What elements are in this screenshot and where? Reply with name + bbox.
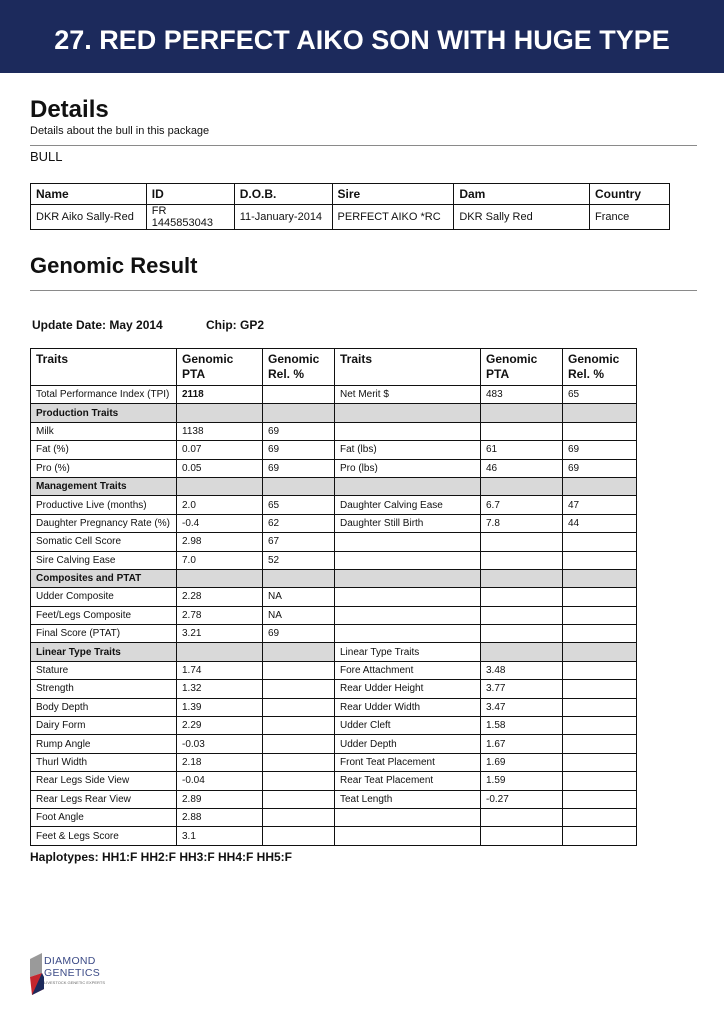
table-row: [31, 459, 637, 477]
section-row: [31, 404, 637, 422]
header-rel-left: Genomic Rel. %: [263, 349, 335, 386]
rel-right-cell: [563, 588, 637, 606]
pta-left-cell: -0.4: [177, 514, 263, 532]
table-row: [31, 441, 637, 459]
section-row: [31, 477, 637, 495]
header-rel-right: Genomic Rel. %: [563, 349, 637, 386]
pta-right-cell: [481, 404, 563, 422]
trait-left-cell: Total Performance Index (TPI): [31, 386, 177, 404]
trait-right-cell: [335, 588, 481, 606]
genomic-table-header: [31, 349, 637, 386]
pta-left-cell: 7.0: [177, 551, 263, 569]
trait-left-cell: Rump Angle: [31, 735, 177, 753]
rel-left-cell: [263, 808, 335, 826]
rel-left-cell: 67: [263, 533, 335, 551]
pta-right-cell: 7.8: [481, 514, 563, 532]
bull-dob: 11-January-2014: [234, 205, 332, 230]
trait-right-cell: Udder Depth: [335, 735, 481, 753]
trait-right-cell: [335, 533, 481, 551]
pta-right-cell: 1.69: [481, 753, 563, 771]
table-row: [31, 422, 637, 440]
pta-right-cell: [481, 477, 563, 495]
trait-right-cell: Fore Attachment: [335, 661, 481, 679]
trait-right-cell: Rear Teat Placement: [335, 772, 481, 790]
trait-left-cell: Body Depth: [31, 698, 177, 716]
rel-left-cell: [263, 680, 335, 698]
trait-left-cell: Final Score (PTAT): [31, 625, 177, 643]
trait-right-cell: [335, 827, 481, 845]
bull-header-name: Name: [31, 184, 147, 205]
trait-right-cell: [335, 569, 481, 587]
rel-right-cell: [563, 606, 637, 624]
pta-left-cell: 2.29: [177, 717, 263, 735]
pta-right-cell: [481, 569, 563, 587]
table-row: [31, 790, 637, 808]
rel-left-cell: [263, 772, 335, 790]
pta-right-cell: [481, 588, 563, 606]
bull-dam: DKR Sally Red: [454, 205, 590, 230]
rel-left-cell: [263, 477, 335, 495]
details-divider: [30, 145, 697, 146]
logo-tagline: LIVESTOCK GENETIC EXPERTS: [44, 980, 105, 985]
pta-right-cell: 1.67: [481, 735, 563, 753]
rel-right-cell: 47: [563, 496, 637, 514]
pta-right-cell: [481, 606, 563, 624]
bull-sire: PERFECT AIKO *RC: [332, 205, 454, 230]
pta-right-cell: [481, 827, 563, 845]
trait-left-cell: Strength: [31, 680, 177, 698]
logo-gray-facet: [30, 953, 42, 977]
rel-right-cell: [563, 533, 637, 551]
rel-left-cell: NA: [263, 606, 335, 624]
table-row: [31, 625, 637, 643]
trait-right-cell: [335, 551, 481, 569]
pta-left-cell: 2118: [177, 386, 263, 404]
rel-left-cell: 69: [263, 459, 335, 477]
rel-left-cell: 69: [263, 441, 335, 459]
rel-left-cell: [263, 790, 335, 808]
pta-left-cell: 1.74: [177, 661, 263, 679]
pta-left-cell: 1138: [177, 422, 263, 440]
trait-left-cell: Udder Composite: [31, 588, 177, 606]
trait-right-cell: Front Teat Placement: [335, 753, 481, 771]
rel-right-cell: 69: [563, 459, 637, 477]
rel-right-cell: [563, 643, 637, 661]
rel-left-cell: NA: [263, 588, 335, 606]
table-row: [31, 735, 637, 753]
trait-right-cell: Udder Cleft: [335, 717, 481, 735]
trait-left-cell: Thurl Width: [31, 753, 177, 771]
pta-right-cell: 3.77: [481, 680, 563, 698]
header-pta-right: Genomic PTA: [481, 349, 563, 386]
rel-left-cell: 62: [263, 514, 335, 532]
bull-name: DKR Aiko Sally-Red: [31, 205, 147, 230]
trait-right-cell: Daughter Calving Ease: [335, 496, 481, 514]
trait-right-cell: [335, 606, 481, 624]
section-row: [31, 569, 637, 587]
table-row: [31, 551, 637, 569]
rel-right-cell: [563, 680, 637, 698]
trait-left-cell: Pro (%): [31, 459, 177, 477]
table-row: [31, 496, 637, 514]
pta-left-cell: 0.05: [177, 459, 263, 477]
rel-right-cell: [563, 404, 637, 422]
table-row: [31, 827, 637, 845]
rel-right-cell: 69: [563, 441, 637, 459]
trait-right-cell: [335, 422, 481, 440]
trait-left-cell: Fat (%): [31, 441, 177, 459]
trait-right-cell: Pro (lbs): [335, 459, 481, 477]
rel-right-cell: [563, 827, 637, 845]
section-row: [31, 643, 637, 661]
bull-table-header: [31, 184, 670, 205]
bull-label: BULL: [30, 149, 63, 164]
trait-left-cell: Rear Legs Rear View: [31, 790, 177, 808]
rel-right-cell: 44: [563, 514, 637, 532]
trait-left-cell: Production Traits: [31, 404, 177, 422]
genomic-divider: [30, 290, 697, 291]
trait-right-cell: Linear Type Traits: [335, 643, 481, 661]
pta-right-cell: [481, 808, 563, 826]
rel-right-cell: [563, 772, 637, 790]
pta-left-cell: 0.07: [177, 441, 263, 459]
trait-right-cell: Fat (lbs): [335, 441, 481, 459]
bull-header-dam: Dam: [454, 184, 590, 205]
header-traits-left: Traits: [31, 349, 177, 386]
trait-right-cell: [335, 477, 481, 495]
rel-left-cell: [263, 735, 335, 753]
table-row: [31, 661, 637, 679]
rel-right-cell: [563, 735, 637, 753]
haplotypes: Haplotypes: HH1:F HH2:F HH3:F HH4:F HH5:F: [30, 850, 293, 864]
rel-right-cell: [563, 625, 637, 643]
genomic-table: [30, 348, 637, 846]
rel-right-cell: [563, 698, 637, 716]
pta-right-cell: 1.59: [481, 772, 563, 790]
pta-right-cell: [481, 643, 563, 661]
table-row: [31, 588, 637, 606]
trait-left-cell: Management Traits: [31, 477, 177, 495]
pta-left-cell: 3.21: [177, 625, 263, 643]
pta-right-cell: [481, 625, 563, 643]
table-row: [31, 698, 637, 716]
logo-line2: GENETICS: [44, 967, 101, 979]
rel-right-cell: [563, 422, 637, 440]
page-title: 27. RED PERFECT AIKO SON WITH HUGE TYPE: [54, 25, 670, 55]
rel-left-cell: 69: [263, 625, 335, 643]
pta-left-cell: 1.32: [177, 680, 263, 698]
table-row: [31, 386, 637, 404]
pta-left-cell: [177, 643, 263, 661]
trait-left-cell: Rear Legs Side View: [31, 772, 177, 790]
pta-left-cell: -0.04: [177, 772, 263, 790]
trait-right-cell: Net Merit $: [335, 386, 481, 404]
pta-left-cell: 2.88: [177, 808, 263, 826]
pta-right-cell: [481, 533, 563, 551]
table-row: [31, 606, 637, 624]
trait-right-cell: [335, 808, 481, 826]
rel-right-cell: 65: [563, 386, 637, 404]
rel-left-cell: 69: [263, 422, 335, 440]
pta-right-cell: -0.27: [481, 790, 563, 808]
bull-id: FR 1445853043: [146, 205, 234, 230]
trait-left-cell: Dairy Form: [31, 717, 177, 735]
rel-left-cell: [263, 698, 335, 716]
pta-left-cell: 2.18: [177, 753, 263, 771]
rel-left-cell: [263, 569, 335, 587]
trait-left-cell: Productive Live (months): [31, 496, 177, 514]
rel-left-cell: [263, 661, 335, 679]
header-pta-left: Genomic PTA: [177, 349, 263, 386]
trait-right-cell: Teat Length: [335, 790, 481, 808]
bull-country: France: [590, 205, 670, 230]
trait-left-cell: Somatic Cell Score: [31, 533, 177, 551]
trait-left-cell: Foot Angle: [31, 808, 177, 826]
pta-right-cell: 1.58: [481, 717, 563, 735]
pta-left-cell: 2.98: [177, 533, 263, 551]
pta-left-cell: 1.39: [177, 698, 263, 716]
trait-right-cell: [335, 625, 481, 643]
pta-left-cell: [177, 404, 263, 422]
chip-label: Chip: GP2: [206, 318, 265, 332]
pta-left-cell: [177, 477, 263, 495]
pta-left-cell: 3.1: [177, 827, 263, 845]
bull-header-dob: D.O.B.: [234, 184, 332, 205]
table-row: [31, 717, 637, 735]
table-row: [31, 533, 637, 551]
pta-left-cell: 2.78: [177, 606, 263, 624]
rel-right-cell: [563, 477, 637, 495]
trait-right-cell: [335, 404, 481, 422]
pta-right-cell: 3.47: [481, 698, 563, 716]
genomic-heading: Genomic Result: [30, 253, 198, 278]
pta-left-cell: 2.0: [177, 496, 263, 514]
update-date: Update Date: May 2014: [32, 318, 163, 332]
trait-left-cell: Sire Calving Ease: [31, 551, 177, 569]
pta-right-cell: 6.7: [481, 496, 563, 514]
details-subheading: Details about the bull in this package: [30, 125, 210, 137]
pta-left-cell: 2.28: [177, 588, 263, 606]
trait-left-cell: Milk: [31, 422, 177, 440]
trait-left-cell: Linear Type Traits: [31, 643, 177, 661]
bull-header-id: ID: [146, 184, 234, 205]
pta-right-cell: 46: [481, 459, 563, 477]
pta-right-cell: 483: [481, 386, 563, 404]
trait-right-cell: Rear Udder Width: [335, 698, 481, 716]
rel-right-cell: [563, 551, 637, 569]
rel-left-cell: [263, 404, 335, 422]
rel-left-cell: 52: [263, 551, 335, 569]
pta-right-cell: [481, 422, 563, 440]
bull-header-sire: Sire: [332, 184, 454, 205]
rel-right-cell: [563, 717, 637, 735]
trait-left-cell: Feet/Legs Composite: [31, 606, 177, 624]
rel-left-cell: [263, 386, 335, 404]
table-row: [31, 514, 637, 532]
rel-left-cell: [263, 643, 335, 661]
rel-right-cell: [563, 569, 637, 587]
rel-right-cell: [563, 790, 637, 808]
header-traits-right: Traits: [335, 349, 481, 386]
bull-table: [30, 183, 670, 230]
bull-table-row: [31, 205, 670, 230]
trait-left-cell: Daughter Pregnancy Rate (%): [31, 514, 177, 532]
logo-line1: DIAMOND: [44, 955, 96, 967]
trait-left-cell: Stature: [31, 661, 177, 679]
pta-left-cell: -0.03: [177, 735, 263, 753]
rel-left-cell: 65: [263, 496, 335, 514]
rel-left-cell: [263, 753, 335, 771]
table-row: [31, 772, 637, 790]
bull-header-country: Country: [590, 184, 670, 205]
trait-left-cell: Composites and PTAT: [31, 569, 177, 587]
trait-right-cell: Daughter Still Birth: [335, 514, 481, 532]
table-row: [31, 808, 637, 826]
pta-right-cell: 3.48: [481, 661, 563, 679]
rel-left-cell: [263, 717, 335, 735]
pta-left-cell: [177, 569, 263, 587]
rel-left-cell: [263, 827, 335, 845]
table-row: [31, 753, 637, 771]
table-row: [31, 680, 637, 698]
rel-right-cell: [563, 661, 637, 679]
trait-left-cell: Feet & Legs Score: [31, 827, 177, 845]
pta-left-cell: 2.89: [177, 790, 263, 808]
pta-right-cell: [481, 551, 563, 569]
rel-right-cell: [563, 753, 637, 771]
details-heading: Details: [30, 96, 109, 123]
trait-right-cell: Rear Udder Height: [335, 680, 481, 698]
rel-right-cell: [563, 808, 637, 826]
pta-right-cell: 61: [481, 441, 563, 459]
